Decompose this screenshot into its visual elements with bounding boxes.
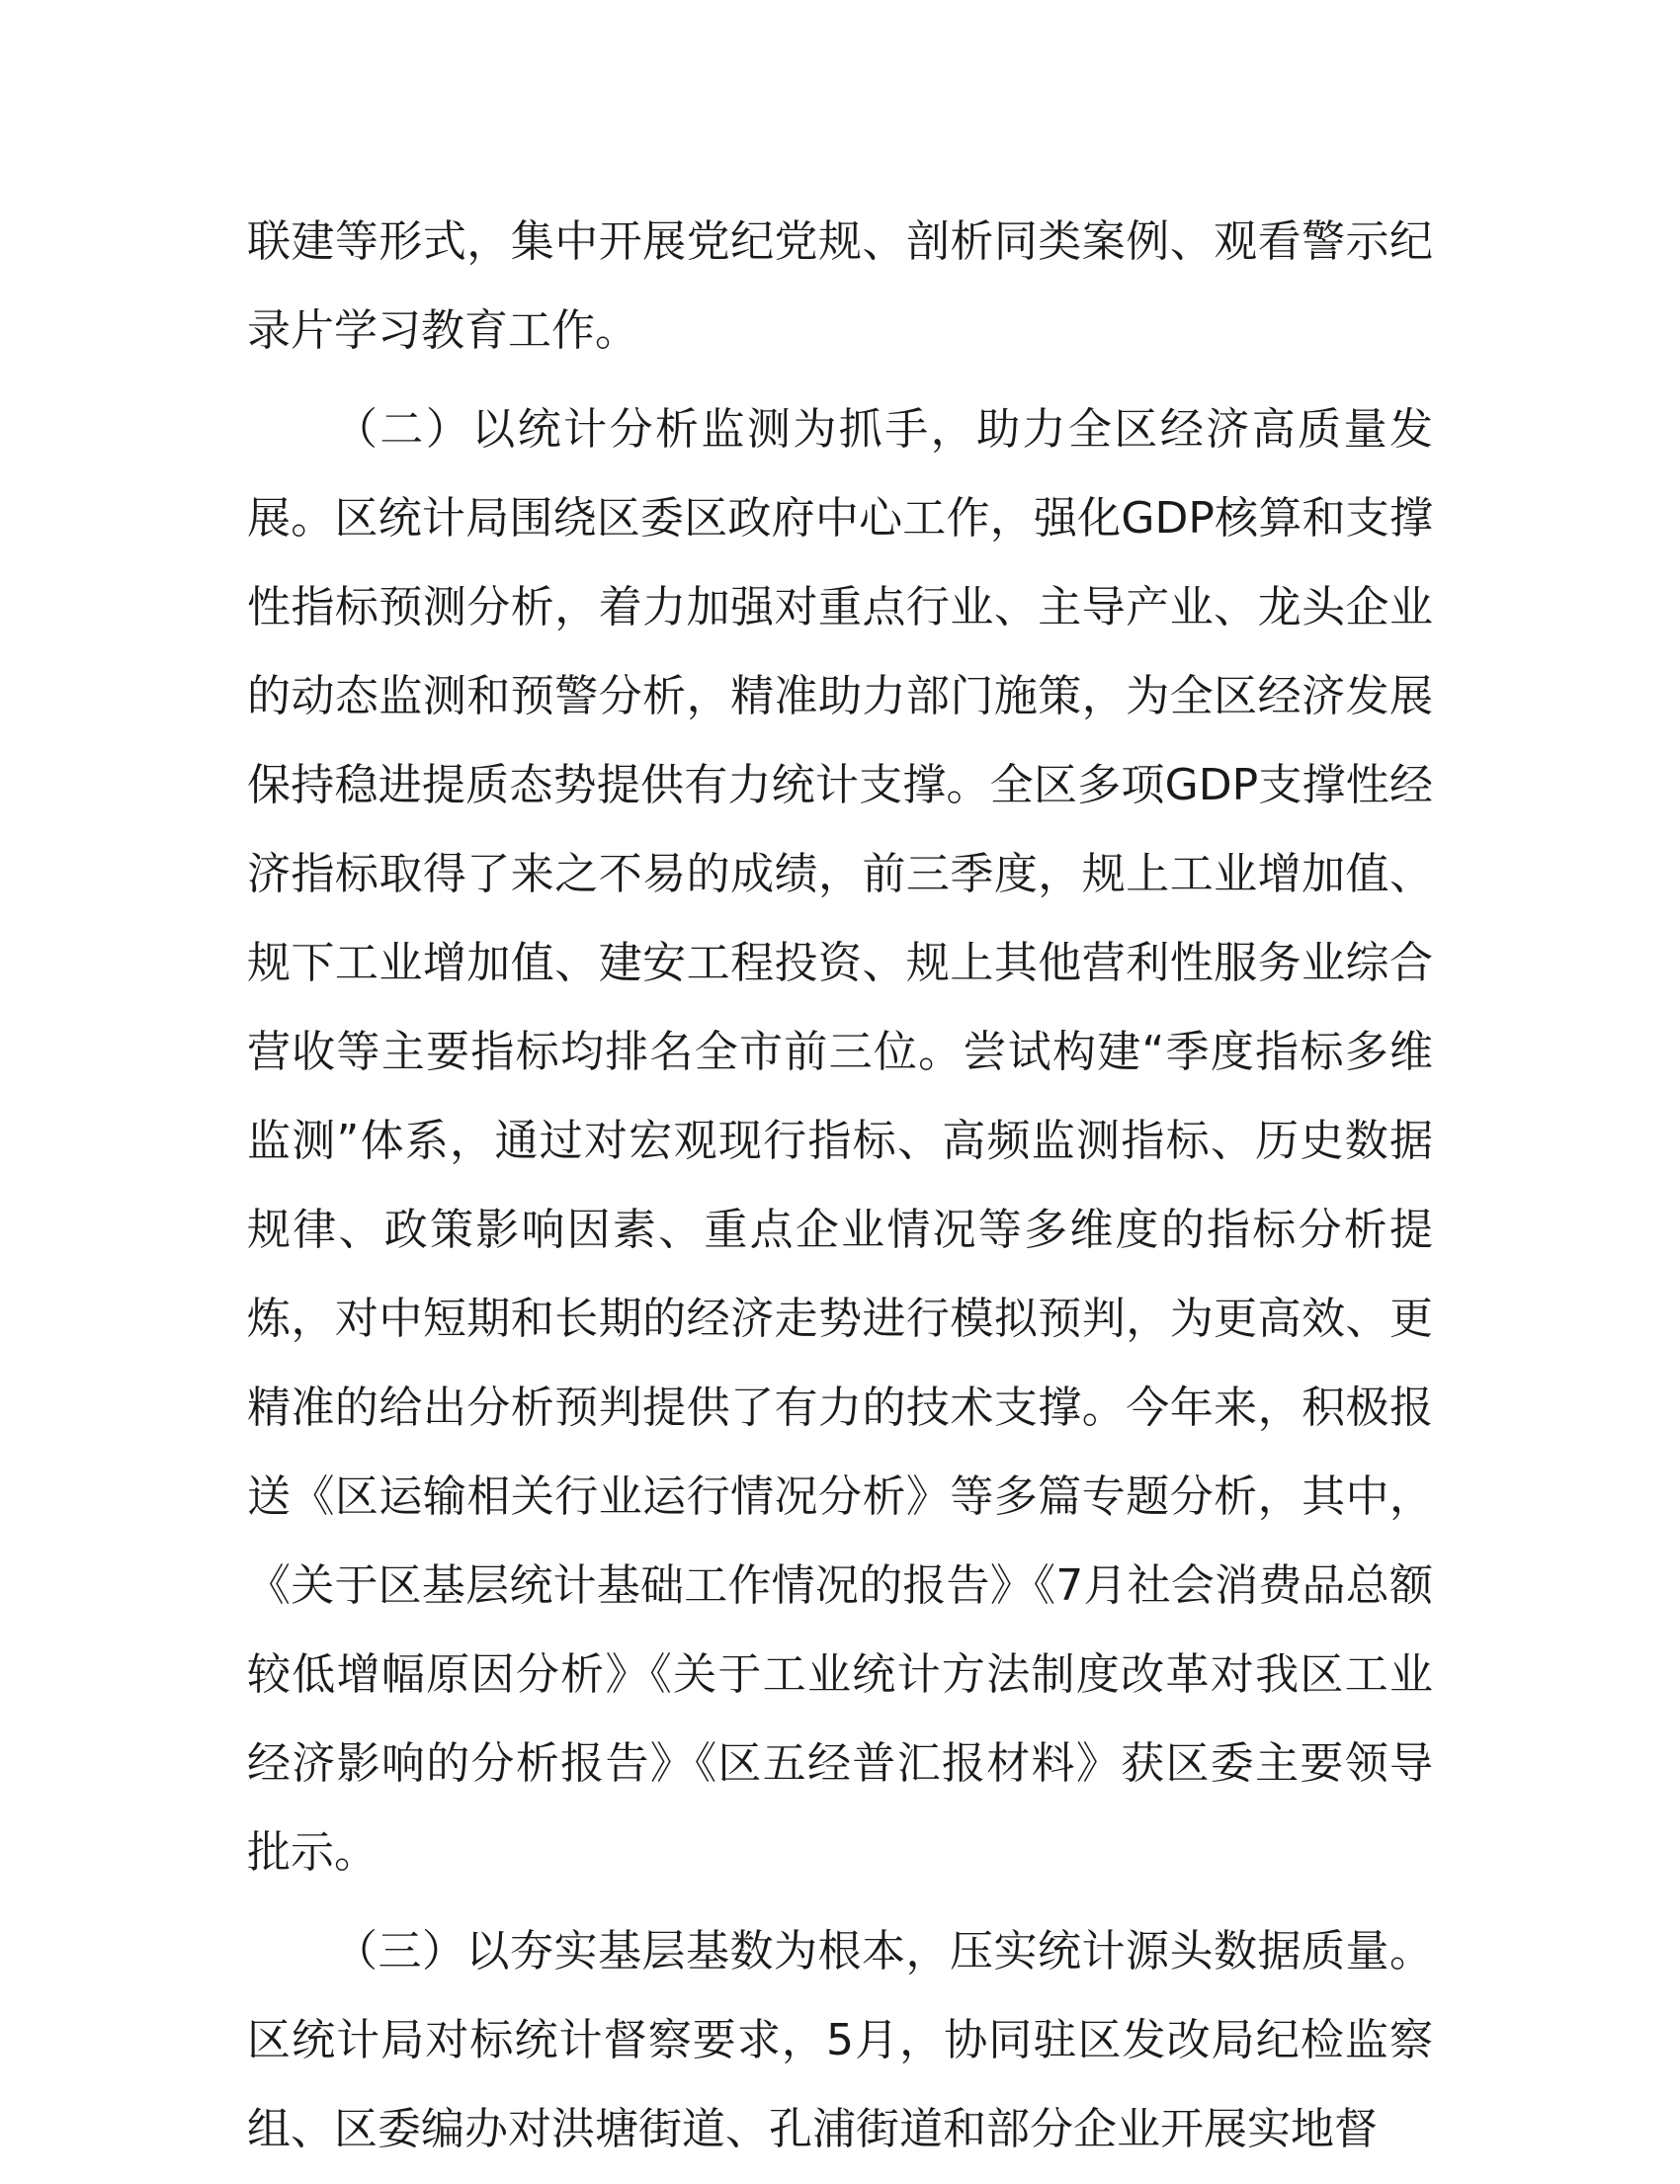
document-body [247,198,1433,2184]
paragraph-continuation: 联建等形式，集中开展党纪党规、剖析同类案例、观看警示纪录片学习教育工作。 [247,216,1433,356]
paragraph-section-two: （二）以统计分析监测为抓手，助力全区经济高质量发展。区统计局围绕区委区政府中心工作，强化GDP核算和支撑性指标预测分析，着力加强对重点行业、主导产业、龙头企业的动态监测和预警分析，精准助力部门施策，为全区经济发展保持稳进提质态势提供有力统计支撑。全区多项GDP支撑性经济指标取得了来之不易的成绩，前三季度，规上工业增加值、规下工业增加值、建安工程投资、规上其他营利性服务业综合营收等主要指标均排名全市前三位。尝试构建“季度指标多维监测”体系，通过对宏观现行指标、高频监测指标、历史数据规律、政策影响因素、重点企业情况等多维度的指标分析提炼，对中短期和长期的经济走势进行模拟预判，为更高效、更精准的给出分析预判提供了有力的技术支撑。今年来，积极报送《区运输相关行业运行情况分析》等多篇专题分析，其中，《关于区基层统计基础工作情况的报告》《7月社会消费品总额较低增幅原因分析》《关于工业统计方法制度改革对我区工业经济影响的分析报告》《区五经普汇报材料》获区委主要领导批示。 [247,404,1433,1878]
paragraph-section-three: （三）以夯实基层基数为根本，压实统计源头数据质量。区统计局对标统计督察要求，5月，协同驻区发改局纪检监察组、区委编办对洪塘街道、孔浦街道和部分企业开展实地督 [247,1926,1433,2154]
